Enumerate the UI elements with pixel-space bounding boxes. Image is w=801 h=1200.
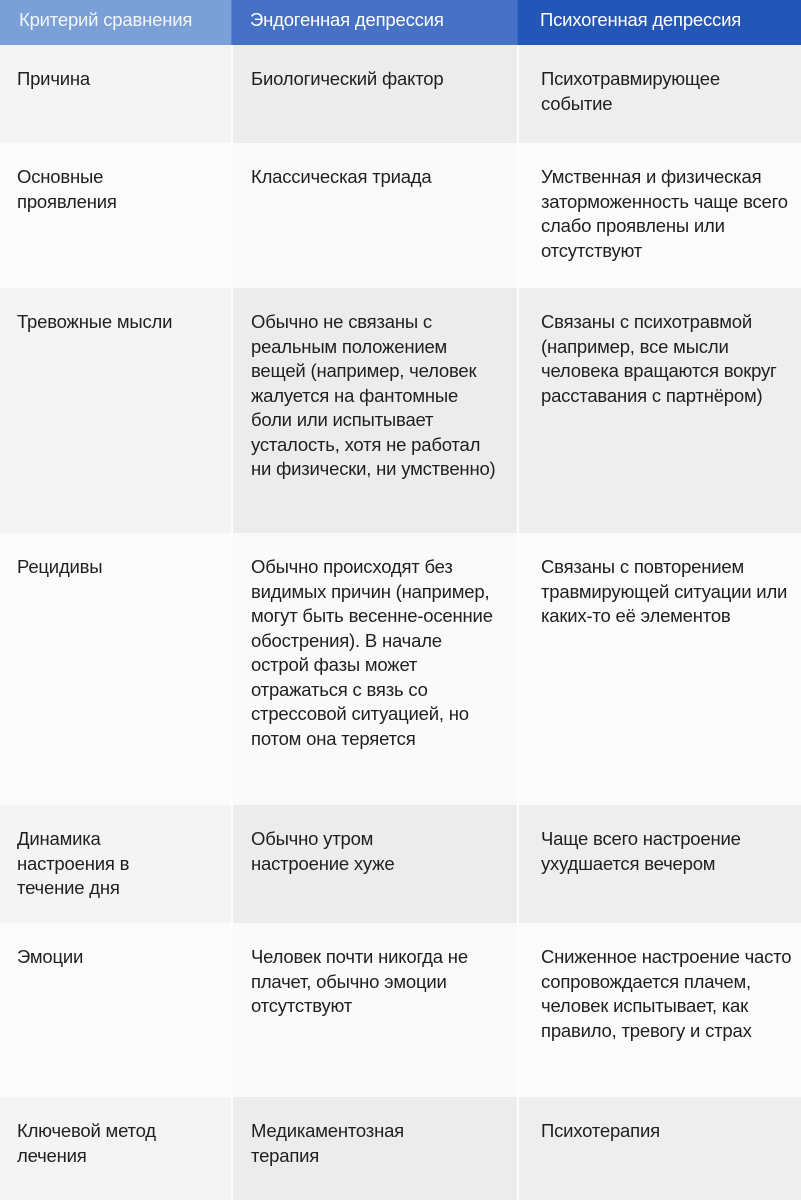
criterion-cell: Ключевой метод лечения (0, 1097, 231, 1200)
psychogenic-cell: Связаны с повторением травмирующей ситуации или каких-то её элементов (517, 533, 801, 805)
psychogenic-cell: Умственная и физическая заторможенность чаще всего слабо проявлены или отсутствуют (517, 143, 801, 288)
header-criterion: Критерий сравнения (0, 0, 231, 45)
endogenous-cell: Обычно не связаны с реальным положением вещей (например, человек жалуется на фантомные боли или испытывает усталость, хотя не работал ни физически, ни умственно) (231, 288, 517, 533)
endogenous-cell: Человек почти никогда не плачет, обычно эмоции отсутствуют (231, 923, 517, 1097)
table-row (0, 533, 801, 805)
psychogenic-cell: Психотерапия (517, 1097, 801, 1200)
endogenous-cell: Классическая триада (231, 143, 517, 288)
criterion-cell: Эмоции (0, 923, 231, 1097)
endogenous-cell: Биологический фактор (231, 45, 517, 143)
table-header (0, 0, 801, 45)
endogenous-cell: Медикаментозная терапия (231, 1097, 517, 1200)
criterion-cell: Рецидивы (0, 533, 231, 805)
endogenous-cell: Обычно происходят без видимых причин (например, могут быть весенне-осенние обострения). В начале острой фазы может отражаться с вязь со стрессовой ситуацией, но потом она теряется (231, 533, 517, 805)
psychogenic-cell: Связаны с психотравмой (например, все мысли человека вращаются вокруг расставания с партнёром) (517, 288, 801, 533)
criterion-cell: Динамика настроения в течение дня (0, 805, 231, 923)
psychogenic-cell: Сниженное настроение часто сопровождается плачем, человек испытывает, как правило, тревогу и страх (517, 923, 801, 1097)
table-row (0, 143, 801, 288)
table-row (0, 923, 801, 1097)
table-row (0, 288, 801, 533)
criterion-cell: Причина (0, 45, 231, 143)
criterion-cell: Основные проявления (0, 143, 231, 288)
psychogenic-cell: Чаще всего настроение ухудшается вечером (517, 805, 801, 923)
criterion-cell: Тревожные мысли (0, 288, 231, 533)
psychogenic-cell: Психотравмирующее событие (517, 45, 801, 143)
table-row (0, 1097, 801, 1200)
table-row (0, 805, 801, 923)
table-row (0, 45, 801, 143)
header-endogenous: Эндогенная депрессия (231, 0, 517, 45)
endogenous-cell: Обычно утром настроение хуже (231, 805, 517, 923)
header-psychogenic: Психогенная депрессия (517, 0, 801, 45)
